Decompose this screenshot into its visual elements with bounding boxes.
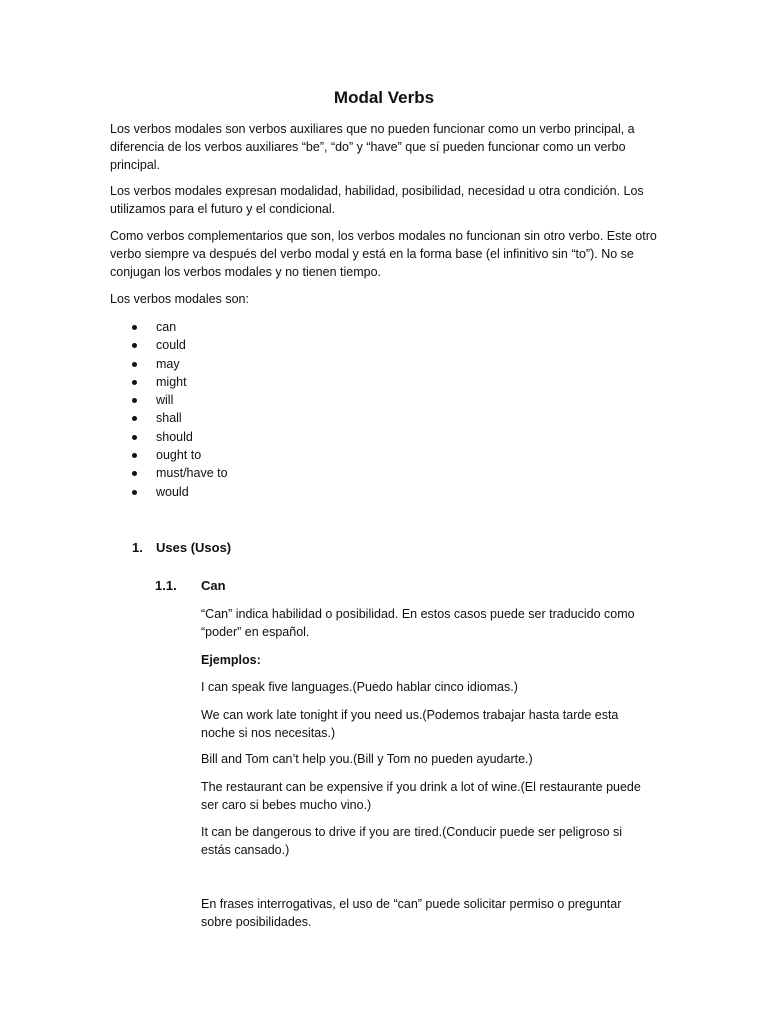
list-item: will [110, 391, 228, 409]
page-title: Modal Verbs [333, 88, 435, 107]
list-item: shall [110, 409, 228, 427]
list-item: can [110, 318, 228, 336]
list-item: might [110, 373, 228, 391]
subsection-number: 1.1. [155, 578, 177, 593]
list-item: could [110, 336, 228, 354]
complementary-paragraph: Como verbos complementarios que son, los verbos modales no funcionan sin otro verbo. Este otro verbo siempre va después del verbo modal y está en la forma base (el infinitivo sin “to”). No se conjugan los verbos modales y no tienen tiempo. [110, 229, 657, 279]
section-number: 1. [132, 540, 143, 555]
list-item: should [110, 428, 228, 446]
bullet-icon [132, 325, 137, 330]
list-item: ought to [110, 446, 228, 464]
list-item: may [110, 355, 228, 373]
can-description: “Can” indica habilidad o posibilidad. En estos casos puede ser traducido como “poder” en español. [201, 607, 635, 639]
section-heading-uses [132, 540, 231, 555]
bullet-icon [132, 471, 137, 476]
list-item: would [110, 483, 228, 501]
bullet-icon [132, 362, 137, 367]
bullet-icon [132, 380, 137, 385]
examples-label: Ejemplos: [201, 653, 261, 667]
example-item: It can be dangerous to drive if you are tired.(Conducir puede ser peligroso si estás cansado.) [201, 825, 623, 857]
bullet-icon [132, 435, 137, 440]
intro-paragraph: Los verbos modales son verbos auxiliares que no pueden funcionar como un verbo principal, a diferencia de los verbos auxiliares “be”, “do” y “have” que sí pueden funcionar como un verbo principal. [110, 122, 635, 172]
section-title: Uses (Usos) [156, 540, 232, 555]
example-item: The restaurant can be expensive if you drink a lot of wine.(El restaurante puede ser caro si bebes mucho vino.) [201, 780, 641, 812]
list-intro: Los verbos modales son: [110, 292, 249, 306]
list-item: must/have to [110, 464, 228, 482]
interrogative-paragraph: En frases interrogativas, el uso de “can” puede solicitar permiso o preguntar sobre posibilidades. [201, 897, 622, 929]
subsection-title: Can [201, 578, 226, 593]
bullet-icon [132, 490, 137, 495]
bullet-icon [132, 398, 137, 403]
bullet-icon [132, 453, 137, 458]
bullet-icon [132, 343, 137, 348]
example-item: We can work late tonight if you need us.(Podemos trabajar hasta tarde esta noche si nos necesitas.) [201, 708, 619, 740]
example-item: Bill and Tom can’t help you.(Bill y Tom no pueden ayudarte.) [201, 752, 533, 766]
subsection-heading-can [155, 578, 226, 593]
bullet-icon [132, 416, 137, 421]
modal-verbs-list [110, 318, 228, 501]
modality-paragraph: Los verbos modales expresan modalidad, habilidad, posibilidad, necesidad u otra condición. Los utilizamos para el futuro y el condicional. [110, 184, 644, 216]
example-item: I can speak five languages.(Puedo hablar cinco idiomas.) [201, 680, 518, 694]
